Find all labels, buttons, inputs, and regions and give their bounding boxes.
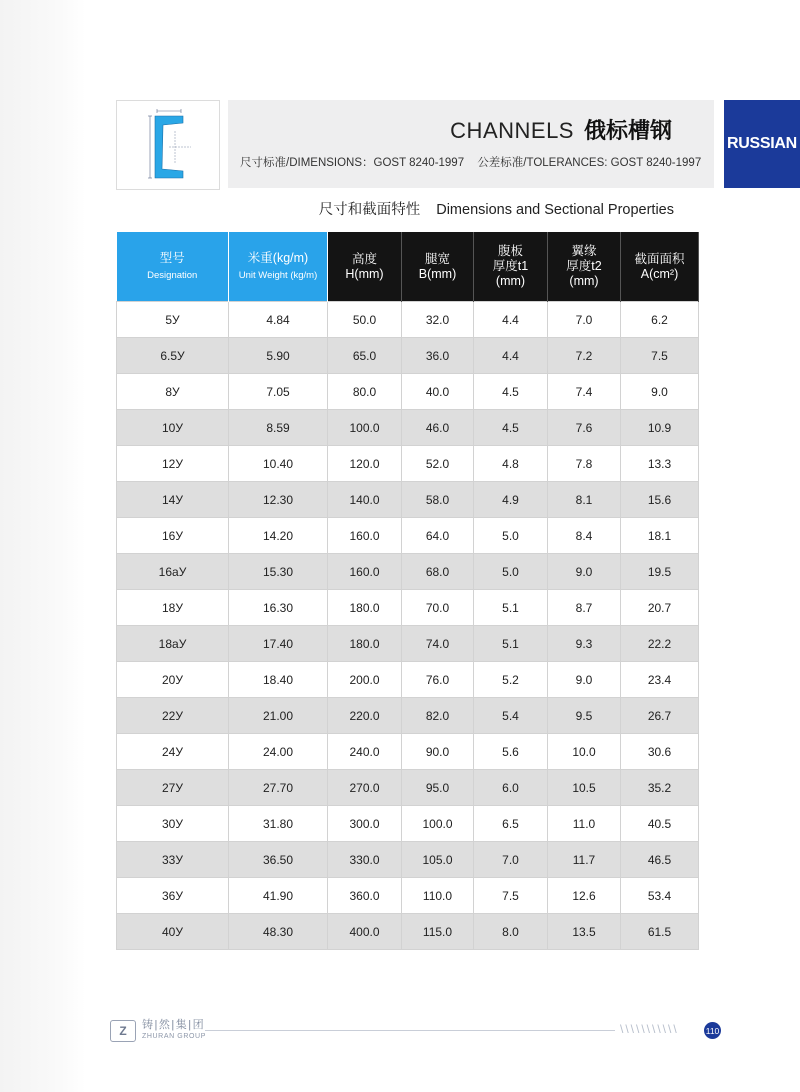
cell-web-thickness: 4.5 bbox=[474, 410, 548, 446]
cell-section-area: 10.9 bbox=[621, 410, 699, 446]
cell-height: 180.0 bbox=[328, 626, 402, 662]
cell-designation: 18аУ bbox=[117, 626, 229, 662]
header-band bbox=[228, 100, 714, 188]
table-row bbox=[117, 734, 699, 770]
header-height: 高度 H(mm) bbox=[328, 232, 402, 302]
cell-height: 300.0 bbox=[328, 806, 402, 842]
cell-designation: 33У bbox=[117, 842, 229, 878]
cell-flange-width: 32.0 bbox=[402, 302, 474, 338]
cell-flange-thickness: 7.4 bbox=[548, 374, 621, 410]
cell-flange-width: 40.0 bbox=[402, 374, 474, 410]
header-flange-thickness: 翼缘 厚度t2 (mm) bbox=[548, 232, 621, 302]
cell-height: 50.0 bbox=[328, 302, 402, 338]
left-margin-strip bbox=[0, 0, 86, 1092]
cell-unit-weight: 8.59 bbox=[229, 410, 328, 446]
cell-unit-weight: 21.00 bbox=[229, 698, 328, 734]
standards-line bbox=[240, 154, 701, 170]
cell-flange-thickness: 8.1 bbox=[548, 482, 621, 518]
cell-designation: 36У bbox=[117, 878, 229, 914]
cell-flange-thickness: 9.3 bbox=[548, 626, 621, 662]
cell-flange-width: 90.0 bbox=[402, 734, 474, 770]
cell-height: 120.0 bbox=[328, 446, 402, 482]
table-header-row bbox=[117, 232, 699, 302]
cell-flange-width: 95.0 bbox=[402, 770, 474, 806]
cell-designation: 18У bbox=[117, 590, 229, 626]
table-row bbox=[117, 698, 699, 734]
cell-unit-weight: 17.40 bbox=[229, 626, 328, 662]
table-row bbox=[117, 482, 699, 518]
cell-flange-width: 82.0 bbox=[402, 698, 474, 734]
table-row bbox=[117, 590, 699, 626]
cell-designation: 30У bbox=[117, 806, 229, 842]
cell-flange-width: 52.0 bbox=[402, 446, 474, 482]
table-row bbox=[117, 878, 699, 914]
cell-designation: 16У bbox=[117, 518, 229, 554]
cell-height: 360.0 bbox=[328, 878, 402, 914]
table-row bbox=[117, 410, 699, 446]
footer-divider bbox=[205, 1030, 615, 1031]
cell-flange-thickness: 8.4 bbox=[548, 518, 621, 554]
cell-unit-weight: 7.05 bbox=[229, 374, 328, 410]
cell-web-thickness: 5.1 bbox=[474, 590, 548, 626]
cell-section-area: 35.2 bbox=[621, 770, 699, 806]
cell-section-area: 30.6 bbox=[621, 734, 699, 770]
cell-section-area: 15.6 bbox=[621, 482, 699, 518]
cell-flange-width: 105.0 bbox=[402, 842, 474, 878]
cell-flange-width: 74.0 bbox=[402, 626, 474, 662]
header-unit-weight: 米重(kg/m) Unit Weight (kg/m) bbox=[229, 232, 328, 302]
cell-designation: 27У bbox=[117, 770, 229, 806]
cell-web-thickness: 5.4 bbox=[474, 698, 548, 734]
cell-flange-thickness: 7.0 bbox=[548, 302, 621, 338]
cell-designation: 14У bbox=[117, 482, 229, 518]
cell-flange-width: 76.0 bbox=[402, 662, 474, 698]
cell-height: 80.0 bbox=[328, 374, 402, 410]
cell-flange-width: 110.0 bbox=[402, 878, 474, 914]
table-row bbox=[117, 554, 699, 590]
cell-web-thickness: 7.0 bbox=[474, 842, 548, 878]
cell-flange-thickness: 10.5 bbox=[548, 770, 621, 806]
cell-flange-thickness: 9.0 bbox=[548, 662, 621, 698]
cell-flange-thickness: 9.0 bbox=[548, 554, 621, 590]
table-row bbox=[117, 518, 699, 554]
cell-flange-thickness: 13.5 bbox=[548, 914, 621, 950]
cell-unit-weight: 10.40 bbox=[229, 446, 328, 482]
cell-web-thickness: 8.0 bbox=[474, 914, 548, 950]
cell-flange-width: 68.0 bbox=[402, 554, 474, 590]
cell-unit-weight: 31.80 bbox=[229, 806, 328, 842]
cell-height: 180.0 bbox=[328, 590, 402, 626]
cell-flange-thickness: 7.6 bbox=[548, 410, 621, 446]
table-row bbox=[117, 338, 699, 374]
cell-flange-thickness: 9.5 bbox=[548, 698, 621, 734]
cell-section-area: 7.5 bbox=[621, 338, 699, 374]
cell-designation: 5У bbox=[117, 302, 229, 338]
cell-designation: 12У bbox=[117, 446, 229, 482]
cell-height: 65.0 bbox=[328, 338, 402, 374]
cell-unit-weight: 16.30 bbox=[229, 590, 328, 626]
dimensions-standard: 尺寸标准/DIMENSIONS：GOST 8240-1997 bbox=[240, 157, 465, 169]
cell-height: 220.0 bbox=[328, 698, 402, 734]
company-name-chinese: 铸|然|集|团 bbox=[142, 1019, 206, 1031]
cell-section-area: 26.7 bbox=[621, 698, 699, 734]
header-flange-width: 腿宽 B(mm) bbox=[402, 232, 474, 302]
cell-section-area: 6.2 bbox=[621, 302, 699, 338]
cell-height: 240.0 bbox=[328, 734, 402, 770]
cell-web-thickness: 4.4 bbox=[474, 338, 548, 374]
cell-web-thickness: 7.5 bbox=[474, 878, 548, 914]
cell-web-thickness: 4.4 bbox=[474, 302, 548, 338]
cell-flange-thickness: 11.7 bbox=[548, 842, 621, 878]
cell-web-thickness: 5.1 bbox=[474, 626, 548, 662]
cell-web-thickness: 4.9 bbox=[474, 482, 548, 518]
table-row bbox=[117, 374, 699, 410]
cell-web-thickness: 4.8 bbox=[474, 446, 548, 482]
cell-designation: 22У bbox=[117, 698, 229, 734]
table-row bbox=[117, 806, 699, 842]
cell-designation: 6.5У bbox=[117, 338, 229, 374]
header-web-thickness: 腹板 厚度t1 (mm) bbox=[474, 232, 548, 302]
dimensions-table bbox=[116, 232, 699, 950]
cell-section-area: 22.2 bbox=[621, 626, 699, 662]
cell-section-area: 40.5 bbox=[621, 806, 699, 842]
header-designation: 型号 Designation bbox=[117, 232, 229, 302]
cell-section-area: 23.4 bbox=[621, 662, 699, 698]
cell-unit-weight: 15.30 bbox=[229, 554, 328, 590]
cell-designation: 8У bbox=[117, 374, 229, 410]
table-row bbox=[117, 770, 699, 806]
cell-web-thickness: 6.5 bbox=[474, 806, 548, 842]
cell-section-area: 18.1 bbox=[621, 518, 699, 554]
cell-section-area: 53.4 bbox=[621, 878, 699, 914]
cell-flange-thickness: 12.6 bbox=[548, 878, 621, 914]
cell-section-area: 19.5 bbox=[621, 554, 699, 590]
cell-unit-weight: 24.00 bbox=[229, 734, 328, 770]
footer-slash-decoration: \\\\\\\\\\\ bbox=[620, 1022, 679, 1036]
cell-flange-thickness: 7.8 bbox=[548, 446, 621, 482]
channel-profile-drawing bbox=[117, 101, 219, 189]
table-row bbox=[117, 842, 699, 878]
cell-section-area: 13.3 bbox=[621, 446, 699, 482]
cell-flange-thickness: 11.0 bbox=[548, 806, 621, 842]
subtitle-chinese: 尺寸和截面特性 bbox=[318, 202, 421, 218]
cell-height: 160.0 bbox=[328, 518, 402, 554]
cell-height: 160.0 bbox=[328, 554, 402, 590]
cell-web-thickness: 6.0 bbox=[474, 770, 548, 806]
cell-unit-weight: 18.40 bbox=[229, 662, 328, 698]
table-row bbox=[117, 446, 699, 482]
title-english: CHANNELS bbox=[450, 118, 574, 143]
tolerances-standard: 公差标准/TOLERANCES: GOST 8240-1997 bbox=[477, 157, 702, 169]
cell-flange-width: 58.0 bbox=[402, 482, 474, 518]
header-section-area: 截面面积 A(cm²) bbox=[621, 232, 699, 302]
cell-unit-weight: 4.84 bbox=[229, 302, 328, 338]
cell-unit-weight: 14.20 bbox=[229, 518, 328, 554]
table-row bbox=[117, 914, 699, 950]
cell-web-thickness: 5.2 bbox=[474, 662, 548, 698]
cell-flange-width: 100.0 bbox=[402, 806, 474, 842]
cell-unit-weight: 12.30 bbox=[229, 482, 328, 518]
cell-flange-width: 46.0 bbox=[402, 410, 474, 446]
cell-designation: 16аУ bbox=[117, 554, 229, 590]
cell-unit-weight: 5.90 bbox=[229, 338, 328, 374]
cell-flange-width: 64.0 bbox=[402, 518, 474, 554]
table-row bbox=[117, 662, 699, 698]
cell-unit-weight: 41.90 bbox=[229, 878, 328, 914]
cell-flange-thickness: 8.7 bbox=[548, 590, 621, 626]
page-number-badge: 110 bbox=[704, 1022, 721, 1039]
cell-flange-width: 36.0 bbox=[402, 338, 474, 374]
cell-flange-thickness: 7.2 bbox=[548, 338, 621, 374]
cell-section-area: 61.5 bbox=[621, 914, 699, 950]
logo-mark-icon: Z bbox=[110, 1020, 136, 1042]
cell-designation: 40У bbox=[117, 914, 229, 950]
title-chinese: 俄标槽钢 bbox=[583, 118, 672, 143]
cell-section-area: 9.0 bbox=[621, 374, 699, 410]
cell-height: 270.0 bbox=[328, 770, 402, 806]
cell-unit-weight: 27.70 bbox=[229, 770, 328, 806]
cell-flange-thickness: 10.0 bbox=[548, 734, 621, 770]
section-subtitle bbox=[228, 198, 674, 219]
cell-web-thickness: 5.0 bbox=[474, 554, 548, 590]
logo-text bbox=[142, 1020, 206, 1042]
cell-section-area: 20.7 bbox=[621, 590, 699, 626]
cell-section-area: 46.5 bbox=[621, 842, 699, 878]
table-row bbox=[117, 302, 699, 338]
cell-height: 400.0 bbox=[328, 914, 402, 950]
cell-flange-width: 115.0 bbox=[402, 914, 474, 950]
region-tab: RUSSIAN bbox=[724, 100, 800, 188]
company-logo bbox=[110, 1020, 206, 1042]
cell-height: 140.0 bbox=[328, 482, 402, 518]
cell-height: 100.0 bbox=[328, 410, 402, 446]
cell-designation: 20У bbox=[117, 662, 229, 698]
cell-web-thickness: 4.5 bbox=[474, 374, 548, 410]
company-name-english: ZHURAN GROUP bbox=[142, 1033, 206, 1040]
cell-designation: 24У bbox=[117, 734, 229, 770]
channel-section-diagram bbox=[116, 100, 220, 190]
cell-web-thickness: 5.6 bbox=[474, 734, 548, 770]
cell-web-thickness: 5.0 bbox=[474, 518, 548, 554]
cell-height: 200.0 bbox=[328, 662, 402, 698]
subtitle-english: Dimensions and Sectional Properties bbox=[436, 202, 674, 218]
cell-flange-width: 70.0 bbox=[402, 590, 474, 626]
cell-designation: 10У bbox=[117, 410, 229, 446]
title-row bbox=[450, 114, 672, 145]
cell-unit-weight: 36.50 bbox=[229, 842, 328, 878]
table-row bbox=[117, 626, 699, 662]
cell-unit-weight: 48.30 bbox=[229, 914, 328, 950]
cell-height: 330.0 bbox=[328, 842, 402, 878]
